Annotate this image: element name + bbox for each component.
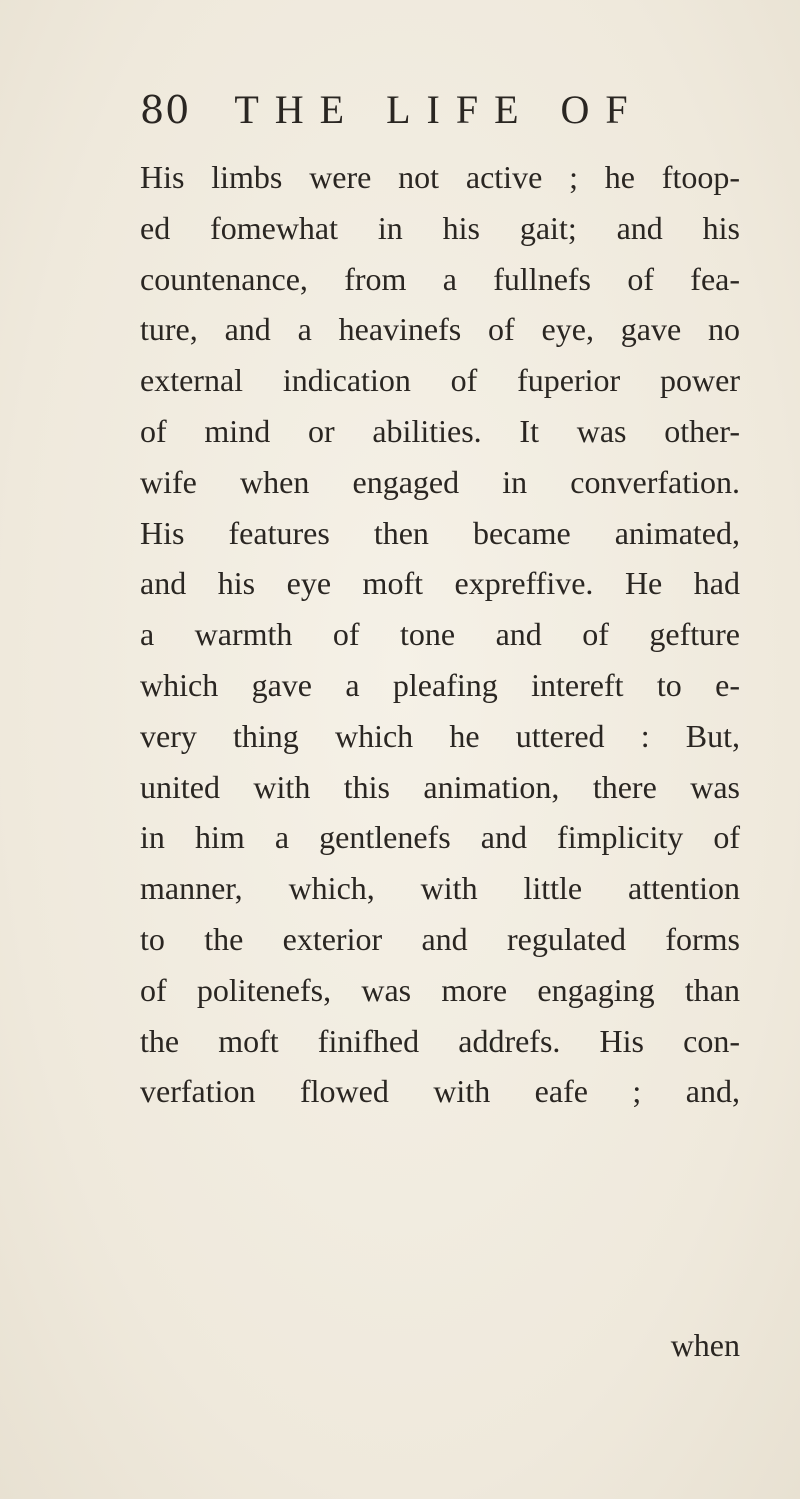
text-line: wife when engaged in converfation.	[140, 463, 740, 500]
text-line: of mind or abilities. It was other-	[140, 412, 740, 449]
text-line: very thing which he uttered : But,	[140, 717, 740, 754]
catchword: when	[670, 1327, 740, 1363]
text-line: verfation flowed with eafe ; and,	[140, 1073, 740, 1110]
body-text	[140, 152, 740, 1117]
running-title: THE LIFE OF	[234, 87, 644, 132]
text-line: manner, which, with little attention	[140, 870, 740, 907]
text-line: in him a gentlenefs and fimplicity of	[140, 819, 740, 856]
text-line: His limbs were not active ; he ftoop-	[140, 159, 740, 195]
text-line: the moft finifhed addrefs. His con-	[140, 1022, 740, 1059]
text-line: and his eye moft expreffive. He had	[140, 565, 740, 602]
page-header	[140, 86, 644, 136]
text-line: His features then became animated,	[140, 514, 740, 551]
text-line: external indication of fuperior power	[140, 362, 740, 399]
page-number: 80	[140, 88, 191, 132]
text-line: ture, and a heavinefs of eye, gave no	[140, 311, 740, 348]
text-line: which gave a pleafing intereft to e-	[140, 666, 740, 703]
text-line: countenance, from a fullnefs of fea-	[140, 260, 740, 297]
text-line: ed fomewhat in his gait; and his	[140, 209, 740, 246]
text-line: of politenefs, was more engaging than	[140, 971, 740, 1008]
text-line: united with this animation, there was	[140, 768, 740, 805]
text-line: a warmth of tone and of gefture	[140, 616, 740, 653]
text-line: to the exterior and regulated forms	[140, 920, 740, 957]
